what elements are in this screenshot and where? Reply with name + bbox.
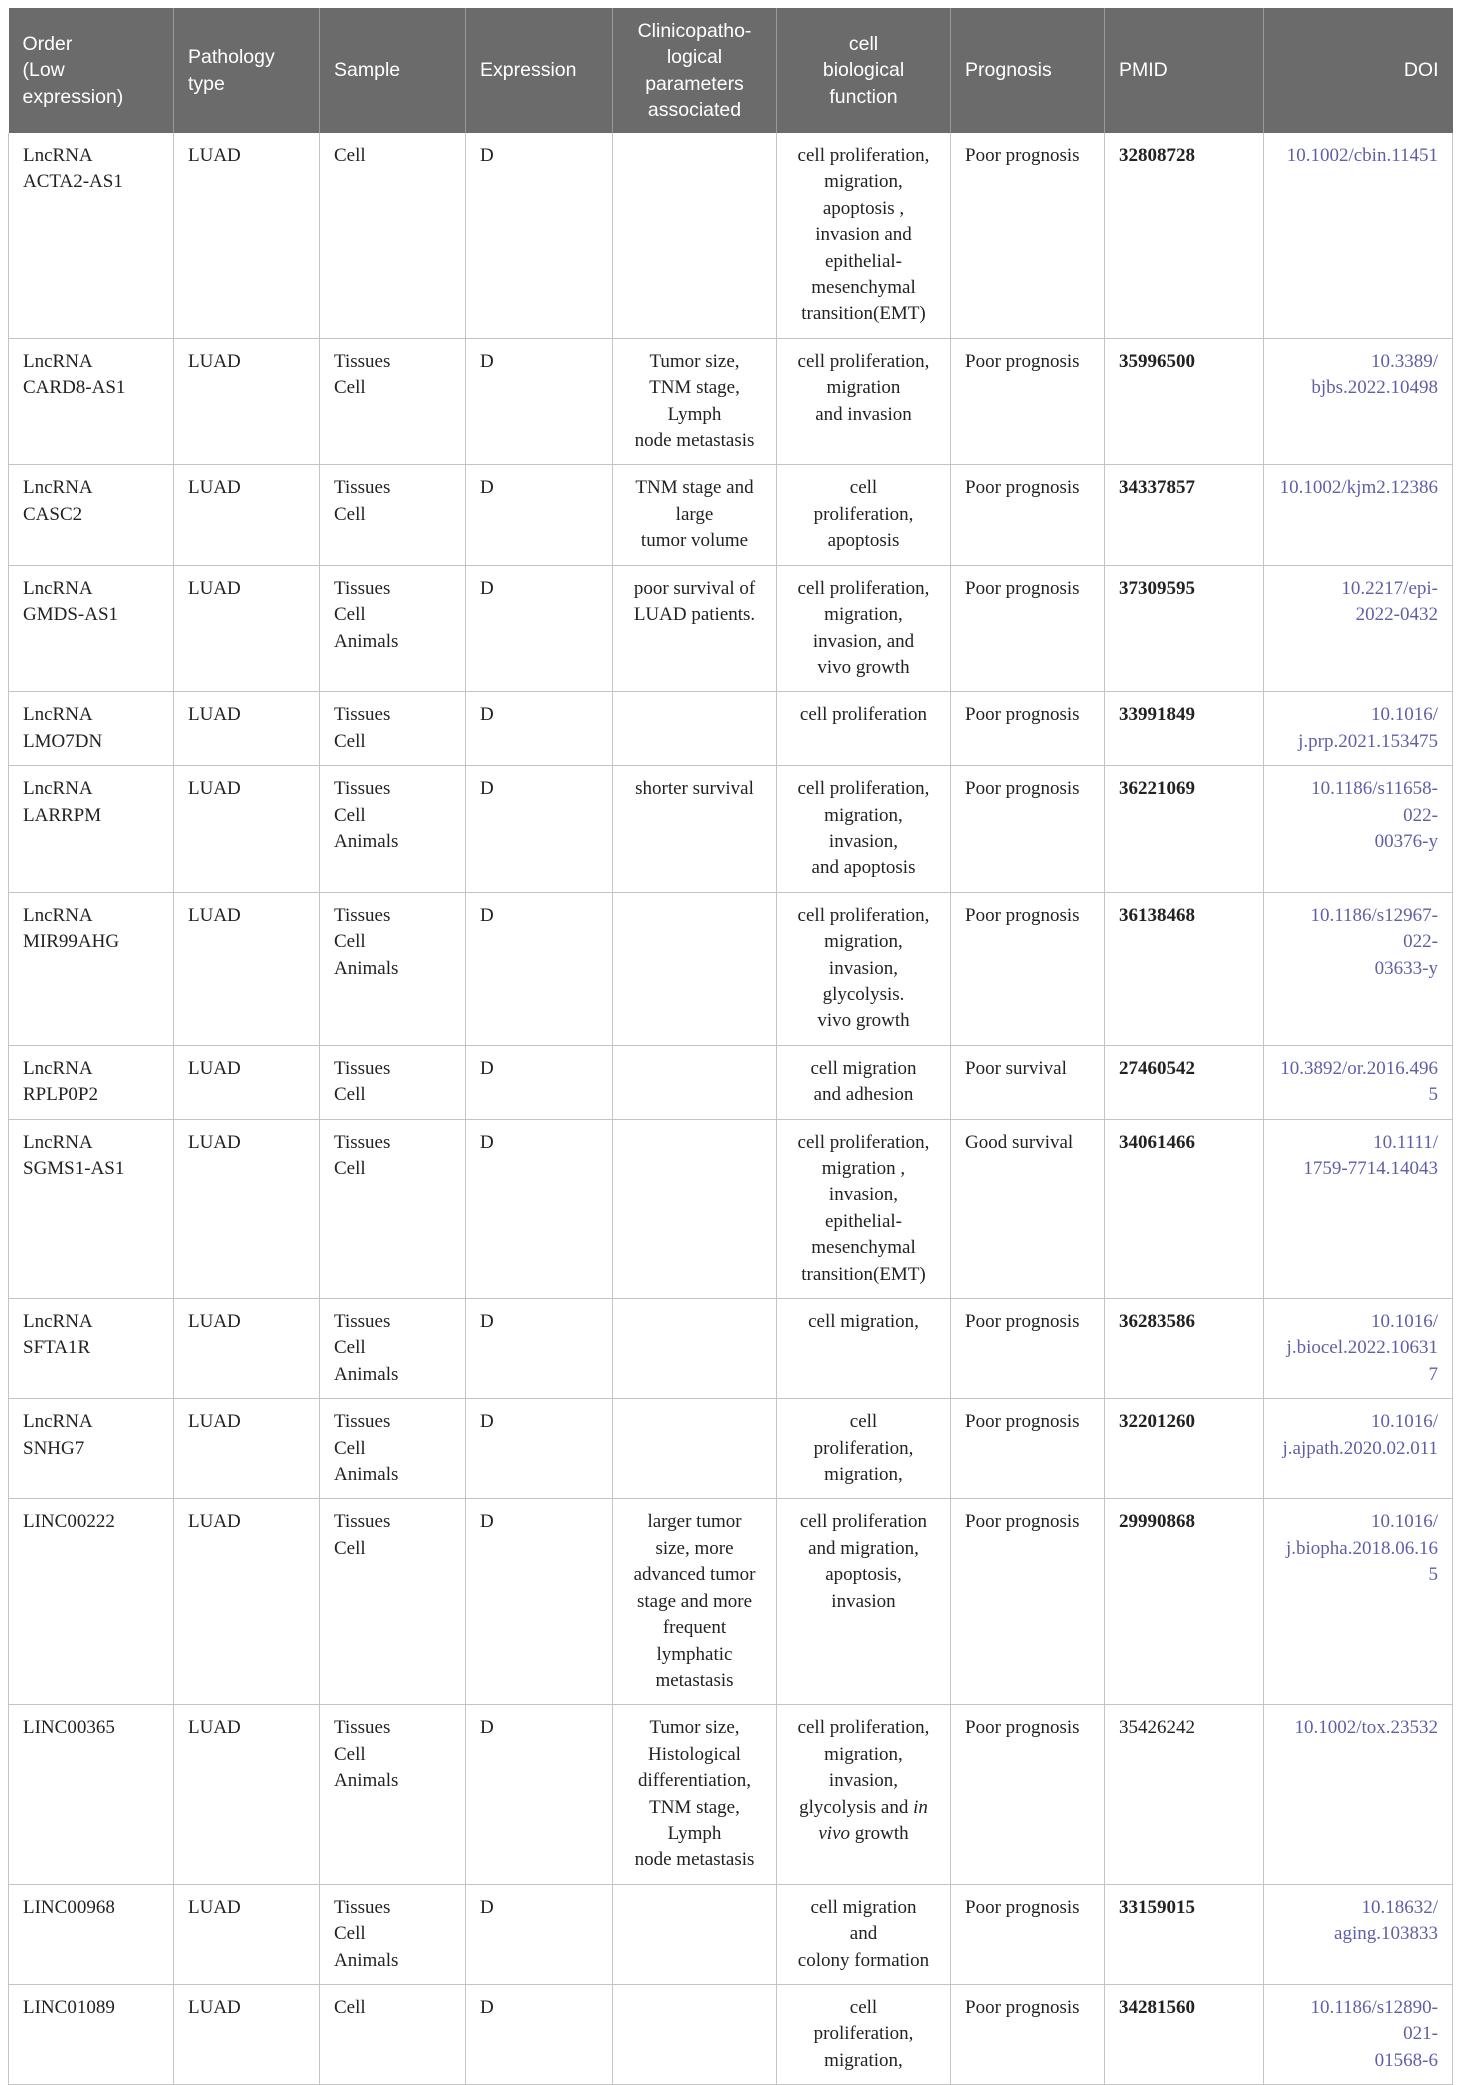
table-row: [9, 565, 1453, 692]
table-row: [9, 766, 1453, 893]
cell-biological-function: cell proliferation and migration, apoptosis, invasion: [777, 1499, 951, 1705]
function-text-part: growth: [850, 1822, 909, 1844]
cell-pathology-type: LUAD: [174, 1045, 320, 1119]
cell-pathology-type: LUAD: [174, 465, 320, 565]
cell-clinicopathological: [613, 1045, 777, 1119]
cell-order: LINC00222: [9, 1499, 174, 1705]
cell-pmid: 36283586: [1105, 1299, 1264, 1399]
cell-prognosis: Poor prognosis: [951, 1399, 1105, 1499]
table-row: [9, 1399, 1453, 1499]
cell-expression: D: [466, 133, 613, 338]
cell-sample: Tissues Cell Animals: [320, 1399, 466, 1499]
table-row: [9, 465, 1453, 565]
cell-pmid: 36221069: [1105, 766, 1264, 893]
cell-pmid: 29990868: [1105, 1499, 1264, 1705]
header-cell-function: cell biological function: [777, 8, 951, 133]
cell-expression: D: [466, 565, 613, 692]
cell-biological-function: cell proliferation, migration,: [777, 1399, 951, 1499]
cell-pmid: 34281560: [1105, 1984, 1264, 2084]
cell-biological-function: cell proliferation, migration and invasion: [777, 338, 951, 465]
cell-doi[interactable]: 10.2217/epi- 2022-0432: [1264, 565, 1453, 692]
header-pathology-type: Pathology type: [174, 8, 320, 133]
cell-doi[interactable]: 10.1186/s12967-022- 03633-y: [1264, 892, 1453, 1045]
cell-biological-function: cell migration and adhesion: [777, 1045, 951, 1119]
cell-biological-function: cell proliferation, migration , invasion, epithelial- mesenchymal transition(EMT): [777, 1119, 951, 1298]
cell-pathology-type: LUAD: [174, 1299, 320, 1399]
cell-pmid: 27460542: [1105, 1045, 1264, 1119]
cell-prognosis: Poor prognosis: [951, 892, 1105, 1045]
cell-expression: D: [466, 1984, 613, 2084]
cell-prognosis: Poor survival: [951, 1045, 1105, 1119]
cell-biological-function: cell proliferation, migration, apoptosis , invasion and epithelial- mesenchymal transition(EMT): [777, 133, 951, 338]
cell-clinicopathological: Tumor size, Histological differentiation, TNM stage, Lymph node metastasis: [613, 1705, 777, 1884]
cell-doi[interactable]: 10.1002/cbin.11451: [1264, 133, 1453, 338]
table-row: [9, 1984, 1453, 2084]
cell-clinicopathological: larger tumor size, more advanced tumor stage and more frequent lymphatic metastasis: [613, 1499, 777, 1705]
cell-biological-function: cell migration and colony formation: [777, 1884, 951, 1984]
cell-sample: Tissues Cell Animals: [320, 766, 466, 893]
cell-clinicopathological: [613, 1119, 777, 1298]
cell-order: LncRNA SNHG7: [9, 1399, 174, 1499]
cell-pathology-type: LUAD: [174, 1884, 320, 1984]
cell-sample: Tissues Cell: [320, 1499, 466, 1705]
cell-prognosis: Poor prognosis: [951, 692, 1105, 766]
cell-order: LncRNA SGMS1-AS1: [9, 1119, 174, 1298]
cell-expression: D: [466, 1499, 613, 1705]
cell-biological-function: cell proliferation: [777, 692, 951, 766]
cell-pmid: 35426242: [1105, 1705, 1264, 1884]
lncrna-table: [8, 8, 1453, 2085]
cell-pathology-type: LUAD: [174, 1119, 320, 1298]
cell-sample: Tissues Cell Animals: [320, 565, 466, 692]
table-row: [9, 1119, 1453, 1298]
cell-expression: D: [466, 1705, 613, 1884]
cell-expression: D: [466, 692, 613, 766]
cell-doi[interactable]: 10.1016/ j.biopha.2018.06.165: [1264, 1499, 1453, 1705]
cell-pathology-type: LUAD: [174, 133, 320, 338]
cell-pmid: 32808728: [1105, 133, 1264, 338]
cell-biological-function: cell migration,: [777, 1299, 951, 1399]
cell-expression: D: [466, 1399, 613, 1499]
header-sample: Sample: [320, 8, 466, 133]
cell-order: LncRNA CASC2: [9, 465, 174, 565]
cell-clinicopathological: TNM stage and large tumor volume: [613, 465, 777, 565]
header-prognosis: Prognosis: [951, 8, 1105, 133]
table-header-row: [9, 8, 1453, 133]
cell-prognosis: Poor prognosis: [951, 133, 1105, 338]
cell-clinicopathological: Tumor size, TNM stage, Lymph node metastasis: [613, 338, 777, 465]
cell-biological-function: cell proliferation, apoptosis: [777, 465, 951, 565]
cell-pathology-type: LUAD: [174, 1705, 320, 1884]
cell-doi[interactable]: 10.1016/ j.ajpath.2020.02.011: [1264, 1399, 1453, 1499]
cell-expression: D: [466, 465, 613, 565]
cell-expression: D: [466, 766, 613, 893]
cell-order: LncRNA GMDS-AS1: [9, 565, 174, 692]
header-clinicopathological: Clinicopatho- logical parameters associated: [613, 8, 777, 133]
cell-prognosis: Poor prognosis: [951, 1499, 1105, 1705]
cell-pmid: 35996500: [1105, 338, 1264, 465]
cell-sample: Tissues Cell Animals: [320, 892, 466, 1045]
table-row: [9, 1045, 1453, 1119]
table-row: [9, 1299, 1453, 1399]
table-row: [9, 1884, 1453, 1984]
cell-sample: Tissues Cell: [320, 465, 466, 565]
cell-doi[interactable]: 10.1186/s12890-021- 01568-6: [1264, 1984, 1453, 2084]
cell-expression: D: [466, 1119, 613, 1298]
cell-doi[interactable]: 10.3389/ bjbs.2022.10498: [1264, 338, 1453, 465]
cell-pmid: 34061466: [1105, 1119, 1264, 1298]
cell-expression: D: [466, 1884, 613, 1984]
cell-prognosis: Poor prognosis: [951, 565, 1105, 692]
header-order: Order (Low expression): [9, 8, 174, 133]
cell-clinicopathological: [613, 1399, 777, 1499]
table-row: [9, 692, 1453, 766]
cell-pmid: 33991849: [1105, 692, 1264, 766]
cell-clinicopathological: [613, 692, 777, 766]
cell-doi[interactable]: 10.1186/s11658-022- 00376-y: [1264, 766, 1453, 893]
cell-pmid: 36138468: [1105, 892, 1264, 1045]
cell-pathology-type: LUAD: [174, 692, 320, 766]
cell-prognosis: Poor prognosis: [951, 1984, 1105, 2084]
cell-order: LncRNA RPLP0P2: [9, 1045, 174, 1119]
cell-biological-function: [777, 1705, 951, 1884]
cell-expression: D: [466, 338, 613, 465]
cell-pmid: 33159015: [1105, 1884, 1264, 1984]
cell-order: LncRNA LARRPM: [9, 766, 174, 893]
table-row: [9, 133, 1453, 338]
cell-order: LINC00968: [9, 1884, 174, 1984]
table-row: [9, 892, 1453, 1045]
cell-doi[interactable]: 10.1111/ 1759-7714.14043: [1264, 1119, 1453, 1298]
cell-expression: D: [466, 1045, 613, 1119]
table-row: [9, 1705, 1453, 1884]
cell-clinicopathological: [613, 1884, 777, 1984]
cell-doi[interactable]: 10.18632/ aging.103833: [1264, 1884, 1453, 1984]
cell-prognosis: Poor prognosis: [951, 1299, 1105, 1399]
cell-clinicopathological: [613, 133, 777, 338]
cell-sample: Tissues Cell: [320, 1119, 466, 1298]
cell-order: LINC00365: [9, 1705, 174, 1884]
cell-pathology-type: LUAD: [174, 338, 320, 465]
cell-pmid: 34337857: [1105, 465, 1264, 565]
cell-sample: Cell: [320, 1984, 466, 2084]
cell-biological-function: cell proliferation, migration, invasion, and vivo growth: [777, 565, 951, 692]
header-doi: DOI: [1264, 8, 1453, 133]
cell-sample: Tissues Cell Animals: [320, 1299, 466, 1399]
cell-sample: Tissues Cell Animals: [320, 1884, 466, 1984]
function-text-part: cell proliferation, migration, invasion, glycolysis and: [797, 1717, 930, 1818]
cell-order: LncRNA ACTA2-AS1: [9, 133, 174, 338]
cell-sample: Tissues Cell: [320, 338, 466, 465]
cell-prognosis: Poor prognosis: [951, 1705, 1105, 1884]
cell-order: LncRNA MIR99AHG: [9, 892, 174, 1045]
cell-sample: Tissues Cell: [320, 1045, 466, 1119]
cell-prognosis: Poor prognosis: [951, 1884, 1105, 1984]
cell-doi[interactable]: 10.1002/tox.23532: [1264, 1705, 1453, 1884]
header-pmid: PMID: [1105, 8, 1264, 133]
cell-sample: Tissues Cell Animals: [320, 1705, 466, 1884]
table-row: [9, 1499, 1453, 1705]
function-text-part: in vivo: [818, 1796, 928, 1844]
cell-clinicopathological: shorter survival: [613, 766, 777, 893]
cell-order: LINC01089: [9, 1984, 174, 2084]
cell-sample: Tissues Cell: [320, 692, 466, 766]
cell-pathology-type: LUAD: [174, 1984, 320, 2084]
cell-prognosis: Poor prognosis: [951, 338, 1105, 465]
cell-pmid: 37309595: [1105, 565, 1264, 692]
cell-pathology-type: LUAD: [174, 1399, 320, 1499]
cell-pathology-type: LUAD: [174, 892, 320, 1045]
table-row: [9, 338, 1453, 465]
cell-prognosis: Poor prognosis: [951, 465, 1105, 565]
cell-pathology-type: LUAD: [174, 1499, 320, 1705]
cell-expression: D: [466, 892, 613, 1045]
cell-pathology-type: LUAD: [174, 766, 320, 893]
cell-biological-function: cell proliferation, migration, invasion, and apoptosis: [777, 766, 951, 893]
cell-doi[interactable]: 10.1016/ j.biocel.2022.106317: [1264, 1299, 1453, 1399]
cell-prognosis: Poor prognosis: [951, 766, 1105, 893]
cell-prognosis: Good survival: [951, 1119, 1105, 1298]
cell-doi[interactable]: 10.1002/kjm2.12386: [1264, 465, 1453, 565]
cell-order: LncRNA CARD8-AS1: [9, 338, 174, 465]
cell-pmid: 32201260: [1105, 1399, 1264, 1499]
cell-biological-function: cell proliferation, migration, invasion, glycolysis. vivo growth: [777, 892, 951, 1045]
cell-doi[interactable]: 10.1016/ j.prp.2021.153475: [1264, 692, 1453, 766]
header-expression: Expression: [466, 8, 613, 133]
cell-order: LncRNA LMO7DN: [9, 692, 174, 766]
cell-clinicopathological: [613, 1984, 777, 2084]
cell-expression: D: [466, 1299, 613, 1399]
cell-sample: Cell: [320, 133, 466, 338]
cell-clinicopathological: [613, 892, 777, 1045]
table-body: [9, 133, 1453, 2085]
cell-order: LncRNA SFTA1R: [9, 1299, 174, 1399]
cell-biological-function: cell proliferation, migration,: [777, 1984, 951, 2084]
cell-clinicopathological: [613, 1299, 777, 1399]
cell-doi[interactable]: 10.3892/or.2016.4965: [1264, 1045, 1453, 1119]
cell-pathology-type: LUAD: [174, 565, 320, 692]
cell-clinicopathological: poor survival of LUAD patients.: [613, 565, 777, 692]
